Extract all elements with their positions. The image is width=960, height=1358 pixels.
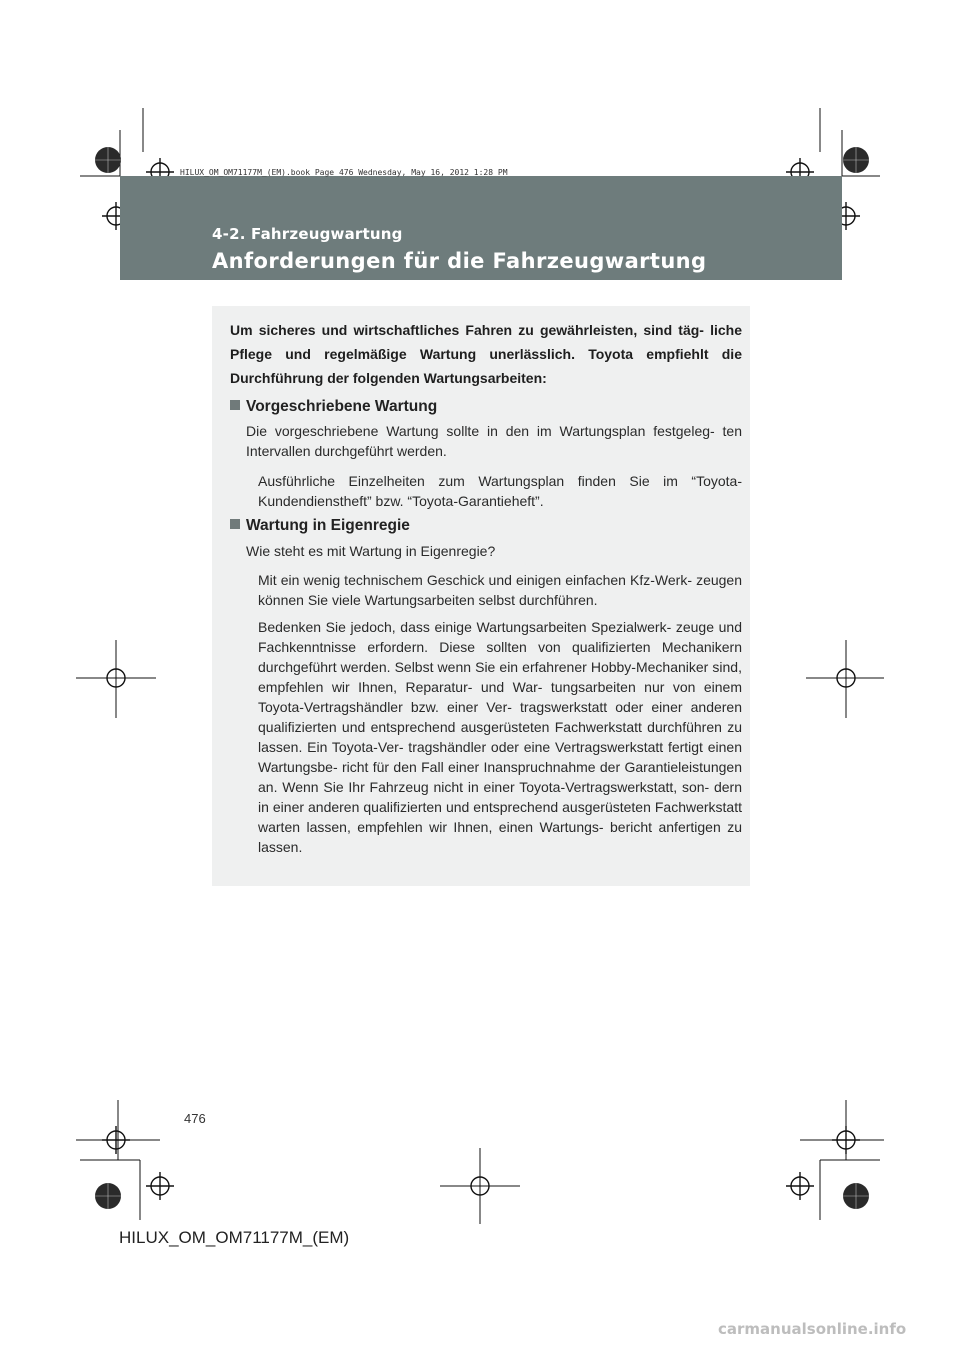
heading-square-icon [230,400,240,410]
intro-text: Um sicheres und wirtschaftliches Fahren zu gewährleisten, sind täg- liche Pflege und regelmäßige Wartung unerlässlich. Toyota empfiehlt die Durchführung der folgenden Wartungsarbeiten: [230,322,742,386]
paragraph: Bedenken Sie jedoch, dass einige Wartungsarbeiten Spezialwerk- zeuge und Fachkenntnisse erfordern. Diese sollten von qualifizierten Mechanikern durchgeführt werden. Selbst wenn Sie ein erfahrener Hobby-Mechaniker sind, empfehlen wir Ihnen, Reparatur- und War- tungsarbeiten nur von einem Toyota-Vertragshändler bzw. einer Ver- tragswerkstatt oder einer anderen qualifizierten und entsprechend ausgerüsteten Fachwerkstatt durchführen zu lassen. Ein Toyota-Ver- tragshändler oder eine Vertragswerkstatt fertigt einen Wartungsbe- richt für den Fall einer Inanspruchnahme der Garantieleistungen an. Wenn Sie Ihr Fahrzeug nicht in einer Toyota-Vertragswerkstatt, son- dern in einer anderen qualifizierten und entsprechend ausgerüsteten Fachwerkstatt warten lassen, empfehlen wir Ihnen, einen Wartungs- bericht anfertigen zu lassen. [258,619,742,855]
paragraph: Wie steht es mit Wartung in Eigenregie? [246,543,496,559]
watermark: carmanualsonline.info [718,1320,907,1338]
file-stamp: HILUX_OM_OM71177M_(EM).book Page 476 Wednesday, May 16, 2012 1:28 PM [180,168,508,177]
page-number: 476 [184,1111,206,1126]
paragraph: Die vorgeschriebene Wartung sollte in den im Wartungsplan festgeleg- ten Intervallen durchgeführt werden. [246,423,742,459]
heading-wartung-in-eigenregie: Wartung in Eigenregie [230,517,410,535]
paragraph: Ausführliche Einzelheiten zum Wartungsplan finden Sie im “Toyota- Kundendienstheft” bzw. “Toyota-Garantieheft”. [258,473,742,509]
heading-vorgeschriebene-wartung: Vorgeschriebene Wartung [230,398,437,416]
page-title: Anforderungen für die Fahrzeugwartung [212,249,707,273]
section-label: 4-2. Fahrzeugwartung [212,225,403,243]
footer-code: HILUX_OM_OM71177M_(EM) [119,1228,350,1247]
heading-square-icon [230,519,240,529]
paragraph: Mit ein wenig technischem Geschick und einigen einfachen Kfz-Werk- zeugen können Sie viele Wartungsarbeiten selbst durchführen. [258,572,742,608]
